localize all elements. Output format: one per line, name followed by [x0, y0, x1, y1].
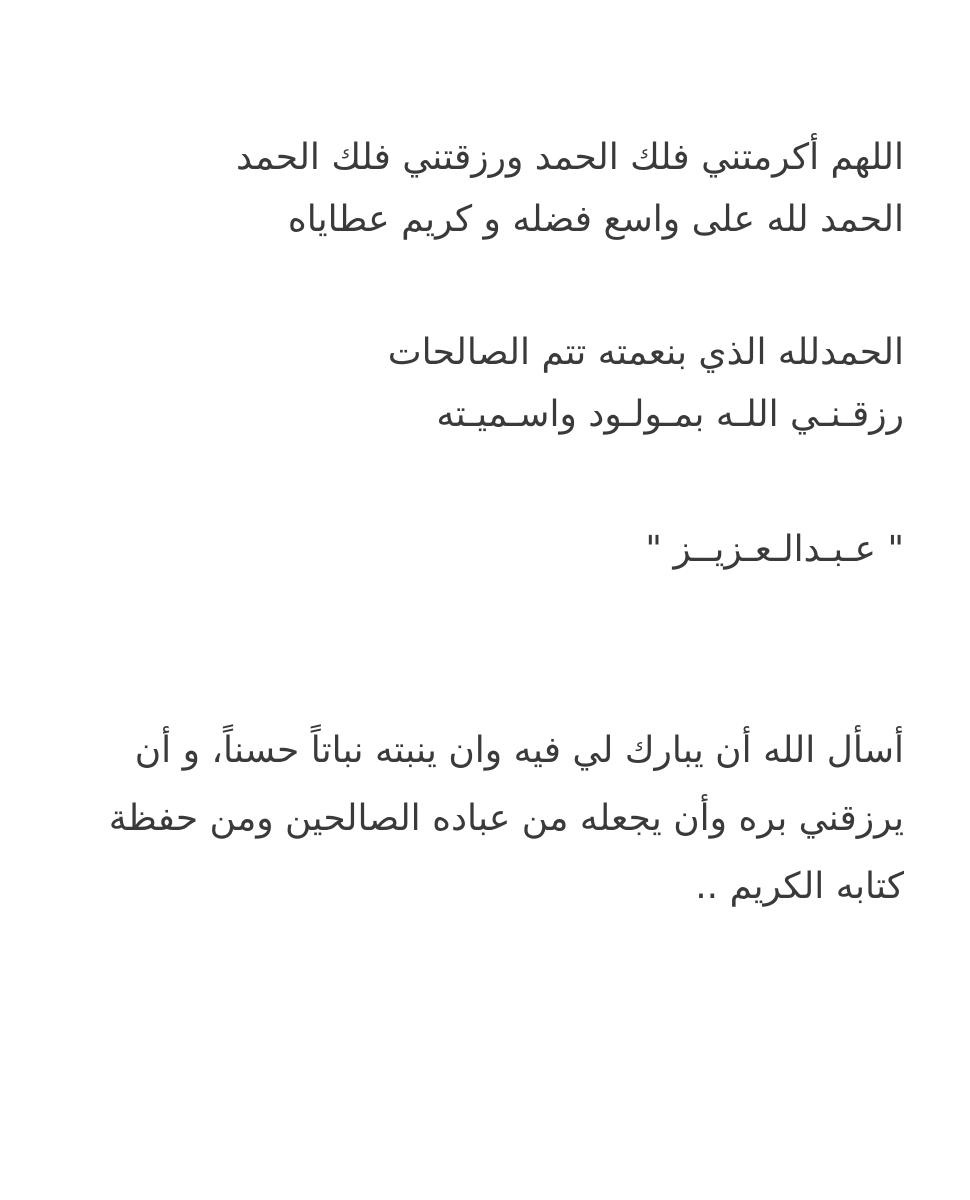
announcement-paragraph — [44, 322, 904, 446]
text-line: أسأل الله أن يبارك لي فيه وان ينبته نباتاً حسناً، و أن — [134, 730, 904, 771]
text-line: الحمدلله الذي بنعمته تتم الصالحات — [387, 332, 904, 373]
text-line: الحمد لله على واسع فضله و كريم عطاياه — [287, 199, 904, 240]
name-line: " عـبـدالـعـزيــز " — [645, 529, 904, 570]
text-line: اللهم أكرمتني فلك الحمد ورزقتني فلك الحمد — [236, 137, 904, 178]
text-line: يرزقني بره وأن يجعله من عباده الصالحين ومن حفظة — [108, 798, 904, 839]
praise-paragraph — [44, 127, 904, 251]
prayer-paragraph — [44, 717, 904, 921]
baby-name — [44, 519, 904, 581]
text-line: كتابه الكريم .. — [695, 866, 904, 907]
text-line: رزقـنـي اللـه بمـولـود واسـميـته — [436, 394, 904, 435]
